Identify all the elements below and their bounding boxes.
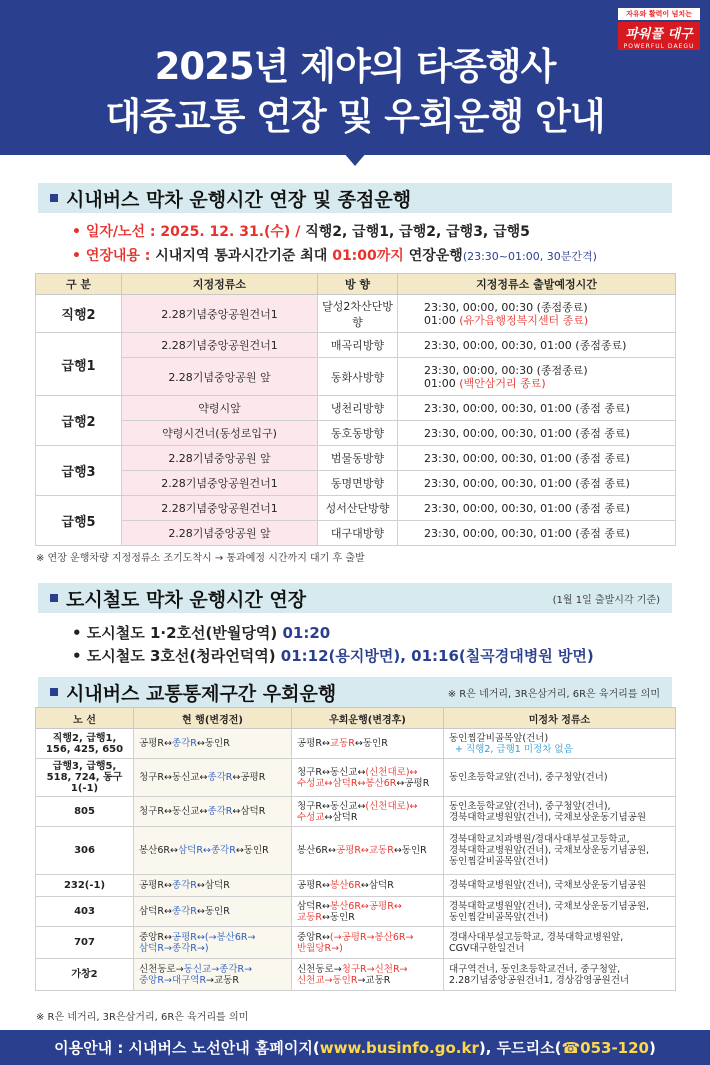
departure-times [398, 295, 676, 333]
route-segment: 교동R [329, 738, 355, 749]
section1-header [38, 183, 672, 213]
skip-stop-text: 동인찜갈비골목앞(건너) [449, 911, 549, 923]
square-bullet-icon [50, 688, 58, 696]
section2-note: (1월 1일 출발시각 기준) [552, 594, 660, 606]
route-segment: ↔동인R [235, 845, 269, 856]
detour-route [292, 797, 444, 827]
skip-stop-text: 경북대학교병원앞(건너), 국채보상운동기념공원, [449, 845, 650, 856]
departure-times: 23:30, 00:00, 00:30, 01:00 (종점 종료) [398, 446, 676, 471]
skip-extra-note: + 직행2, 급행1 미정차 없음 [455, 743, 573, 755]
content-text: 시내지역 통과시간기준 최대 [150, 248, 333, 264]
route-segment: 삼덕R↔ [139, 906, 172, 917]
route-segment: 수성교 [297, 811, 325, 823]
current-route [134, 959, 292, 991]
late-bus-table [35, 273, 676, 546]
skipped-stops [444, 927, 676, 959]
footer-phone: ☎053-120 [561, 1038, 649, 1057]
route-segment: ↔삼덕R [232, 806, 266, 817]
route-segment: ↔삼덕R [360, 880, 394, 891]
col-header-detour: 우회운행(변경후) [292, 708, 444, 729]
route-segment: (신천대로)↔ [365, 800, 418, 812]
date-label: • 일자/노선 : 2025. 12. 31.(수) / [72, 224, 301, 240]
subway-line1-time: 01:20 [282, 624, 331, 642]
date-routes: 직행2, 급행1, 급행2, 급행3, 급행5 [300, 224, 530, 240]
table-row [36, 927, 676, 959]
col-header-skip: 미정차 정류소 [444, 708, 676, 729]
col-header-time: 지정정류소 출발예정시간 [398, 274, 676, 295]
footer-bar [0, 1030, 710, 1065]
section1-note: ※ 연장 운행차량 지정정류소 조기도착시 → 통과예정 시간까지 대기 후 출발 [36, 553, 365, 564]
table-row [36, 729, 676, 759]
route-group: 급행1 [36, 333, 122, 396]
section3-note-bottom: ※ R은 네거리, 3R은삼거리, 6R은 육거리를 의미 [36, 1012, 249, 1023]
table-row [36, 797, 676, 827]
direction: 동명면방향 [318, 471, 398, 496]
table-header-row [36, 708, 676, 729]
section2-title: 도시철도 막차 운행시간 연장 [66, 588, 307, 611]
route-segment: 봉산6R↔ [139, 845, 178, 856]
route-segment: →교동R [357, 974, 391, 986]
section3-note: ※ R은 네거리, 3R은삼거리, 6R은 육거리를 의미 [447, 688, 660, 700]
detour-route [292, 875, 444, 897]
route-segment: ↔삼덕R [196, 880, 230, 891]
detour-route [292, 959, 444, 991]
content-tail: 연장운행 [403, 248, 463, 264]
skipped-stops [444, 797, 676, 827]
stop-name: 약령시건너(동성로입구) [122, 421, 318, 446]
skipped-stops [444, 759, 676, 797]
route-segment: 신천교→동인R [297, 974, 358, 986]
table-row [36, 959, 676, 991]
skipped-stops [444, 897, 676, 927]
route-segment: 봉산6R [329, 880, 361, 891]
route-line: 403 [36, 897, 134, 927]
route-segment: ↔동인R [196, 738, 230, 749]
route-segment: ↔동인R [393, 845, 427, 856]
route-segment: 종각R [171, 906, 197, 917]
current-route [134, 927, 292, 959]
col-header-line: 노 선 [36, 708, 134, 729]
stop-name: 2.28기념중앙공원건너1 [122, 471, 318, 496]
skipped-stops [444, 875, 676, 897]
table-row [36, 875, 676, 897]
page-title-line1: 2025년 제야의 타종행사 [154, 45, 556, 88]
route-line: 직행2, 급행1, 156, 425, 650 [36, 729, 134, 759]
table-row [36, 396, 676, 421]
route-segment: (→공평R→봉산6R→ [329, 931, 414, 943]
section1-date-line [72, 221, 530, 241]
subway-line1 [72, 622, 330, 643]
route-segment: ↔동인R [196, 906, 230, 917]
current-route [134, 897, 292, 927]
table-row [36, 295, 676, 333]
route-group: 급행5 [36, 496, 122, 546]
route-segment: 중앙R↔ [297, 931, 330, 943]
route-segment: (신천대로)↔ [365, 766, 418, 778]
section3-header [38, 677, 672, 707]
skip-stop-text: 동인초등학교앞(건너), 중구청앞(건너) [449, 772, 608, 783]
detour-route [292, 827, 444, 875]
route-segment: ↔동인R [354, 738, 388, 749]
route-segment: ↔동인R [321, 911, 355, 923]
current-route [134, 759, 292, 797]
section2-header [38, 583, 672, 613]
route-segment: 청구R→신천R→ [341, 963, 408, 975]
col-header-group: 구 분 [36, 274, 122, 295]
skipped-stops [444, 729, 676, 759]
route-segment: 삼덕R↔종각R [177, 845, 236, 856]
departure-times: 23:30, 00:00, 00:30, 01:00 (종점 종료) [398, 396, 676, 421]
route-segment: 공평R↔ [139, 738, 172, 749]
header-banner [0, 0, 710, 155]
time-text-2: 01:00 [424, 376, 460, 390]
content-time: 01:00까지 [332, 248, 404, 264]
detour-route [292, 897, 444, 927]
skip-stop-text: 경북대학교병원앞(건너), 국채보상운동기념공원, [449, 900, 650, 912]
stop-name: 2.28기념중앙공원 앞 [122, 521, 318, 546]
departure-times: 23:30, 00:00, 00:30, 01:00 (종점 종료) [398, 496, 676, 521]
route-segment: 종각R [207, 806, 233, 817]
direction: 대구대방향 [318, 521, 398, 546]
route-segment: 종각R [207, 772, 233, 783]
route-segment: 중앙R→대구역R [139, 974, 207, 986]
route-line: 가창2 [36, 959, 134, 991]
logo-slogan: 자유와 활력이 넘치는 [618, 8, 700, 20]
departure-times: 23:30, 00:00, 00:30, 01:00 (종점 종료) [398, 421, 676, 446]
skip-stop-text: 대구역건너, 동인초등학교건너, 중구청앞, [449, 963, 621, 975]
route-segment: ↔공평R [232, 772, 266, 783]
direction: 매곡리방향 [318, 333, 398, 358]
time-text-2: 01:00 [424, 313, 460, 327]
direction: 동호동방향 [318, 421, 398, 446]
route-segment: 종각R [171, 880, 197, 891]
route-segment: ↔삼덕R [324, 811, 358, 823]
table-row [36, 358, 676, 396]
route-group: 급행3 [36, 446, 122, 496]
route-segment: 신천동로→ [297, 963, 342, 975]
route-segment: 수성교↔삼덕R↔봉산6R [297, 777, 397, 789]
skip-stop-text: 경북대학교병원앞(건너), 국채보상운동기념공원 [449, 811, 646, 823]
route-group: 급행2 [36, 396, 122, 446]
route-segment: 공평R↔교동R [335, 845, 394, 856]
detour-route [292, 759, 444, 797]
current-route [134, 827, 292, 875]
route-segment: 봉산6R↔ [297, 845, 336, 856]
col-header-direction: 방 향 [318, 274, 398, 295]
table-row [36, 496, 676, 521]
footer-text-3: ) [649, 1038, 656, 1057]
route-segment: 청구R↔동신교↔ [139, 772, 208, 783]
footer-url-link[interactable]: www.businfo.go.kr [319, 1038, 479, 1057]
skipped-stops [444, 959, 676, 991]
route-segment: 종각R [171, 738, 197, 749]
page-title-line2: 대중교통 연장 및 우회운행 안내 [105, 95, 605, 138]
table-row [36, 759, 676, 797]
departure-times: 23:30, 00:00, 00:30, 01:00 (종점 종료) [398, 521, 676, 546]
skip-stop-text: 동인찜갈비골목앞(건너) [449, 856, 549, 867]
stop-name: 2.28기념중앙공원 앞 [122, 358, 318, 396]
route-segment: 청구R↔동신교↔ [139, 806, 208, 817]
route-segment: 중앙R↔ [139, 931, 172, 943]
subway-line1-text: • 도시철도 1·2호선(반월당역) [72, 624, 283, 642]
stop-name: 2.28기념중앙공원건너1 [122, 295, 318, 333]
skipped-stops [444, 827, 676, 875]
route-group: 직행2 [36, 295, 122, 333]
stop-name: 2.28기념중앙공원건너1 [122, 496, 318, 521]
route-line: 306 [36, 827, 134, 875]
subway-line3-time: 01:12(용지방면), 01:16(칠곡경대병원 방면) [280, 647, 594, 665]
departure-times [398, 358, 676, 396]
table-row [36, 897, 676, 927]
skip-stop-text: CGV대구한일건너 [449, 942, 525, 954]
departure-times: 23:30, 00:00, 00:30, 01:00 (종점 종료) [398, 471, 676, 496]
route-segment: 청구R↔동신교↔ [297, 800, 366, 812]
direction: 동화사방향 [318, 358, 398, 396]
stop-name: 2.28기념중앙공원 앞 [122, 446, 318, 471]
footer-text-2: ), 두드리소( [478, 1039, 562, 1057]
col-header-current: 현 행(변경전) [134, 708, 292, 729]
direction: 성서산단방향 [318, 496, 398, 521]
footer-text: 이용안내 : 시내버스 노선안내 홈페이지( [54, 1039, 320, 1057]
content-interval: (23:30~01:00, 30분간격) [462, 250, 597, 263]
skip-stop-text: 동인초등학교앞(건너), 중구청앞(건너), [449, 800, 611, 812]
route-segment: ↔공평R [396, 777, 430, 789]
route-line: 급행3, 급행5, 518, 724, 동구1(-1) [36, 759, 134, 797]
route-segment: 공평R↔ [139, 880, 172, 891]
route-line: 232(-1) [36, 875, 134, 897]
route-segment: 공평R↔ [297, 880, 330, 891]
route-segment: 교동R [297, 911, 322, 923]
route-segment: 공평R↔ [297, 738, 330, 749]
route-segment: 삼덕R→종각R→) [139, 942, 209, 954]
table-row [36, 333, 676, 358]
stop-name: 약령시앞 [122, 396, 318, 421]
time-note: (유가읍행정복지센터 종료) [459, 313, 589, 327]
detour-table [35, 707, 676, 991]
route-segment: 청구R↔동신교↔ [297, 766, 366, 778]
detour-route [292, 927, 444, 959]
departure-times: 23:30, 00:00, 00:30, 01:00 (종점종료) [398, 333, 676, 358]
subway-line3 [72, 645, 594, 666]
skip-stop-text: 경대사대부설고등학교, 경북대학교병원앞, [449, 931, 624, 943]
time-text: 23:30, 00:00, 00:30 (종점종료) [424, 363, 588, 377]
time-note: (백안삼거리 종료) [459, 376, 546, 390]
section1-content-line [72, 245, 597, 265]
direction: 냉천리방향 [318, 396, 398, 421]
direction: 달성2차산단방향 [318, 295, 398, 333]
col-header-stop: 지정정류소 [122, 274, 318, 295]
detour-route [292, 729, 444, 759]
route-line: 707 [36, 927, 134, 959]
route-segment: 반월당R→) [297, 942, 343, 954]
route-segment: →교동R [206, 974, 239, 986]
current-route [134, 729, 292, 759]
table-row [36, 421, 676, 446]
content-label: • 연장내용 : [72, 248, 151, 264]
route-segment: 봉산6R↔공평R↔ [329, 900, 402, 912]
section1-title: 시내버스 막차 운행시간 연장 및 종점운행 [66, 188, 412, 211]
logo-brand-en: POWERFUL DAEGU [618, 43, 700, 50]
skip-stop-text: 경북대학교병원앞(건너), 국채보상운동기념공원 [449, 880, 646, 891]
table-row [36, 446, 676, 471]
stop-name: 2.28기념중앙공원건너1 [122, 333, 318, 358]
detour-table-body [36, 729, 676, 991]
skip-stop-text: 2.28기념중앙공원건너1, 경상감영공원건너 [449, 974, 630, 986]
table-row [36, 521, 676, 546]
square-bullet-icon [50, 594, 58, 602]
route-segment: 동신교→종각R→ [183, 963, 253, 975]
table-row [36, 471, 676, 496]
route-segment: 삼덕R↔ [297, 900, 330, 912]
section3-title: 시내버스 교통통제구간 우회운행 [66, 682, 337, 705]
current-route [134, 797, 292, 827]
subway-line3-text: • 도시철도 3호선(청라언덕역) [72, 647, 281, 665]
table-header-row [36, 274, 676, 295]
direction: 범물동방향 [318, 446, 398, 471]
route-line: 805 [36, 797, 134, 827]
logo-brand: 파워풀 대구 [618, 22, 700, 43]
skip-stop-text: 경북대학교치과병원/경대사대부설고등학교, [449, 834, 630, 845]
time-text: 23:30, 00:00, 00:30 (종점종료) [424, 300, 588, 314]
route-segment: 공평R↔(→봉산6R→ [171, 931, 256, 943]
square-bullet-icon [50, 194, 58, 202]
current-route [134, 875, 292, 897]
route-segment: 신천동로→ [139, 963, 184, 975]
skip-stop-text: 동인찜갈비골목앞(건너) [449, 732, 549, 744]
header-pointer [343, 152, 367, 166]
table-row [36, 827, 676, 875]
